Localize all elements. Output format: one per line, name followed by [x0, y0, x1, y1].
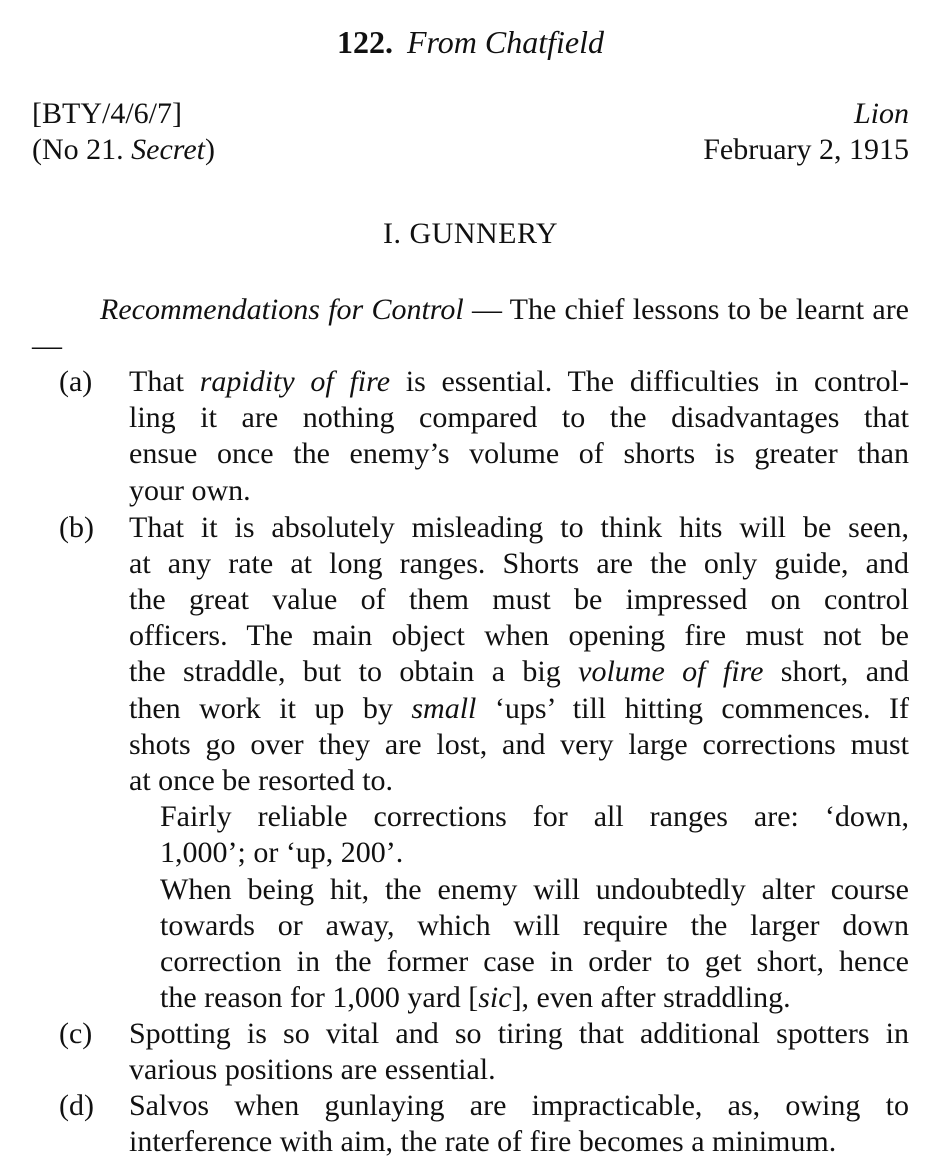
serial-classification: Secret	[131, 133, 205, 167]
text-line	[129, 727, 909, 763]
text-run: correction in the former case in order to get short, hence	[160, 944, 909, 978]
emphasis-run: rapidity of fire	[199, 365, 391, 398]
item-paragraph	[129, 1088, 909, 1160]
text-line	[129, 763, 909, 799]
document-date: February 2, 1915	[703, 133, 909, 167]
document-number: 122.	[336, 24, 393, 60]
text-run: the straddle, but to obtain a big	[129, 655, 579, 689]
item-paragraph	[129, 872, 909, 1017]
recommendation-item	[32, 364, 909, 509]
item-label: (a)	[59, 365, 93, 398]
text-line	[129, 546, 909, 582]
text-run: at any rate at long ranges. Shorts are the only guide, and	[129, 546, 909, 580]
text-line	[129, 582, 909, 618]
text-run: then work it up by	[129, 691, 412, 725]
item-paragraph	[129, 1016, 909, 1088]
item-body	[129, 1016, 909, 1088]
text-run: officers. The main object when opening fire must not be	[129, 619, 909, 653]
text-run: short, and	[763, 655, 910, 689]
document-source: From Chatfield	[406, 24, 605, 60]
text-line	[129, 799, 909, 835]
text-run: ‘ups’ till hitting commences. If	[476, 691, 909, 725]
item-paragraph	[129, 799, 909, 871]
text-line	[129, 1016, 909, 1052]
text-run: shots go over they are lost, and very large corrections must	[129, 727, 909, 761]
text-line	[129, 364, 909, 400]
text-run: ling it are nothing compared to the disadvantages that	[129, 401, 909, 435]
archive-reference: [BTY/4/6/7]	[32, 97, 182, 130]
text-line	[129, 872, 909, 908]
emphasis-run: small	[411, 691, 477, 725]
item-label: (b)	[59, 510, 94, 544]
text-line	[129, 618, 909, 654]
text-line	[129, 980, 909, 1016]
text-run: various positions are essential.	[129, 1052, 496, 1086]
text-line	[129, 510, 909, 546]
section-heading: I. GUNNERY	[383, 217, 558, 250]
text-line	[129, 473, 909, 509]
serial-prefix: (No 21.	[32, 133, 132, 167]
item-body	[129, 364, 909, 509]
recommendation-item	[32, 1088, 909, 1160]
text-run: interference with aim, the rate of fire becomes a minimum.	[129, 1125, 837, 1159]
text-line	[129, 1124, 909, 1160]
document-meta-left	[32, 96, 432, 168]
text-run: ], even after straddling.	[511, 981, 791, 1015]
text-run: That it is absolutely misleading to think hits will be seen,	[129, 510, 909, 544]
text-line	[129, 1088, 909, 1124]
ship-name: Lion	[853, 97, 909, 130]
text-run: the reason for 1,000 yard [	[160, 981, 479, 1015]
text-line	[129, 691, 909, 727]
item-body	[129, 510, 909, 1017]
text-line	[129, 944, 909, 980]
text-line	[129, 436, 909, 472]
emphasis-run: volume of fire	[578, 655, 764, 689]
document-meta-right	[509, 96, 909, 168]
text-run: is essential. The difficulties in control-	[390, 365, 909, 398]
document-title	[32, 22, 909, 62]
intro-text: — The chief lessons to be learnt are—	[32, 293, 909, 363]
intro-lead: Recommendations for Control	[100, 293, 464, 326]
text-line	[129, 1052, 909, 1088]
recommendation-item	[32, 1016, 909, 1088]
text-run: Salvos when gunlaying are impracticable, as, owing to	[129, 1089, 909, 1122]
item-paragraph	[129, 364, 909, 509]
text-run: 1,000’; or ‘up, 200’.	[160, 836, 404, 870]
text-run: Fairly reliable corrections for all ranges are: ‘down,	[160, 800, 909, 834]
emphasis-run: sic	[478, 981, 512, 1015]
text-run: Spotting is so vital and so tiring that additional spotters in	[129, 1016, 909, 1050]
text-run: the great value of them must be impressed on control	[129, 582, 909, 616]
text-line	[129, 835, 909, 871]
document-serial	[32, 132, 432, 168]
item-label: (d)	[59, 1089, 94, 1122]
item-label: (c)	[59, 1016, 93, 1050]
recommendation-item	[32, 510, 909, 1017]
text-run: When being hit, the enemy will undoubtedly alter course	[160, 872, 909, 906]
text-run: That	[129, 365, 200, 398]
intro-paragraph	[32, 292, 909, 364]
serial-suffix: )	[205, 133, 215, 167]
text-line	[129, 654, 909, 690]
text-line	[129, 400, 909, 436]
text-run: your own.	[129, 473, 251, 507]
text-run: at once be resorted to.	[129, 763, 394, 797]
text-run: towards or away, which will require the larger down	[160, 908, 909, 942]
item-body	[129, 1088, 909, 1160]
item-paragraph	[129, 510, 909, 800]
text-line	[129, 908, 909, 944]
text-run: ensue once the enemy’s volume of shorts is greater than	[129, 437, 909, 471]
